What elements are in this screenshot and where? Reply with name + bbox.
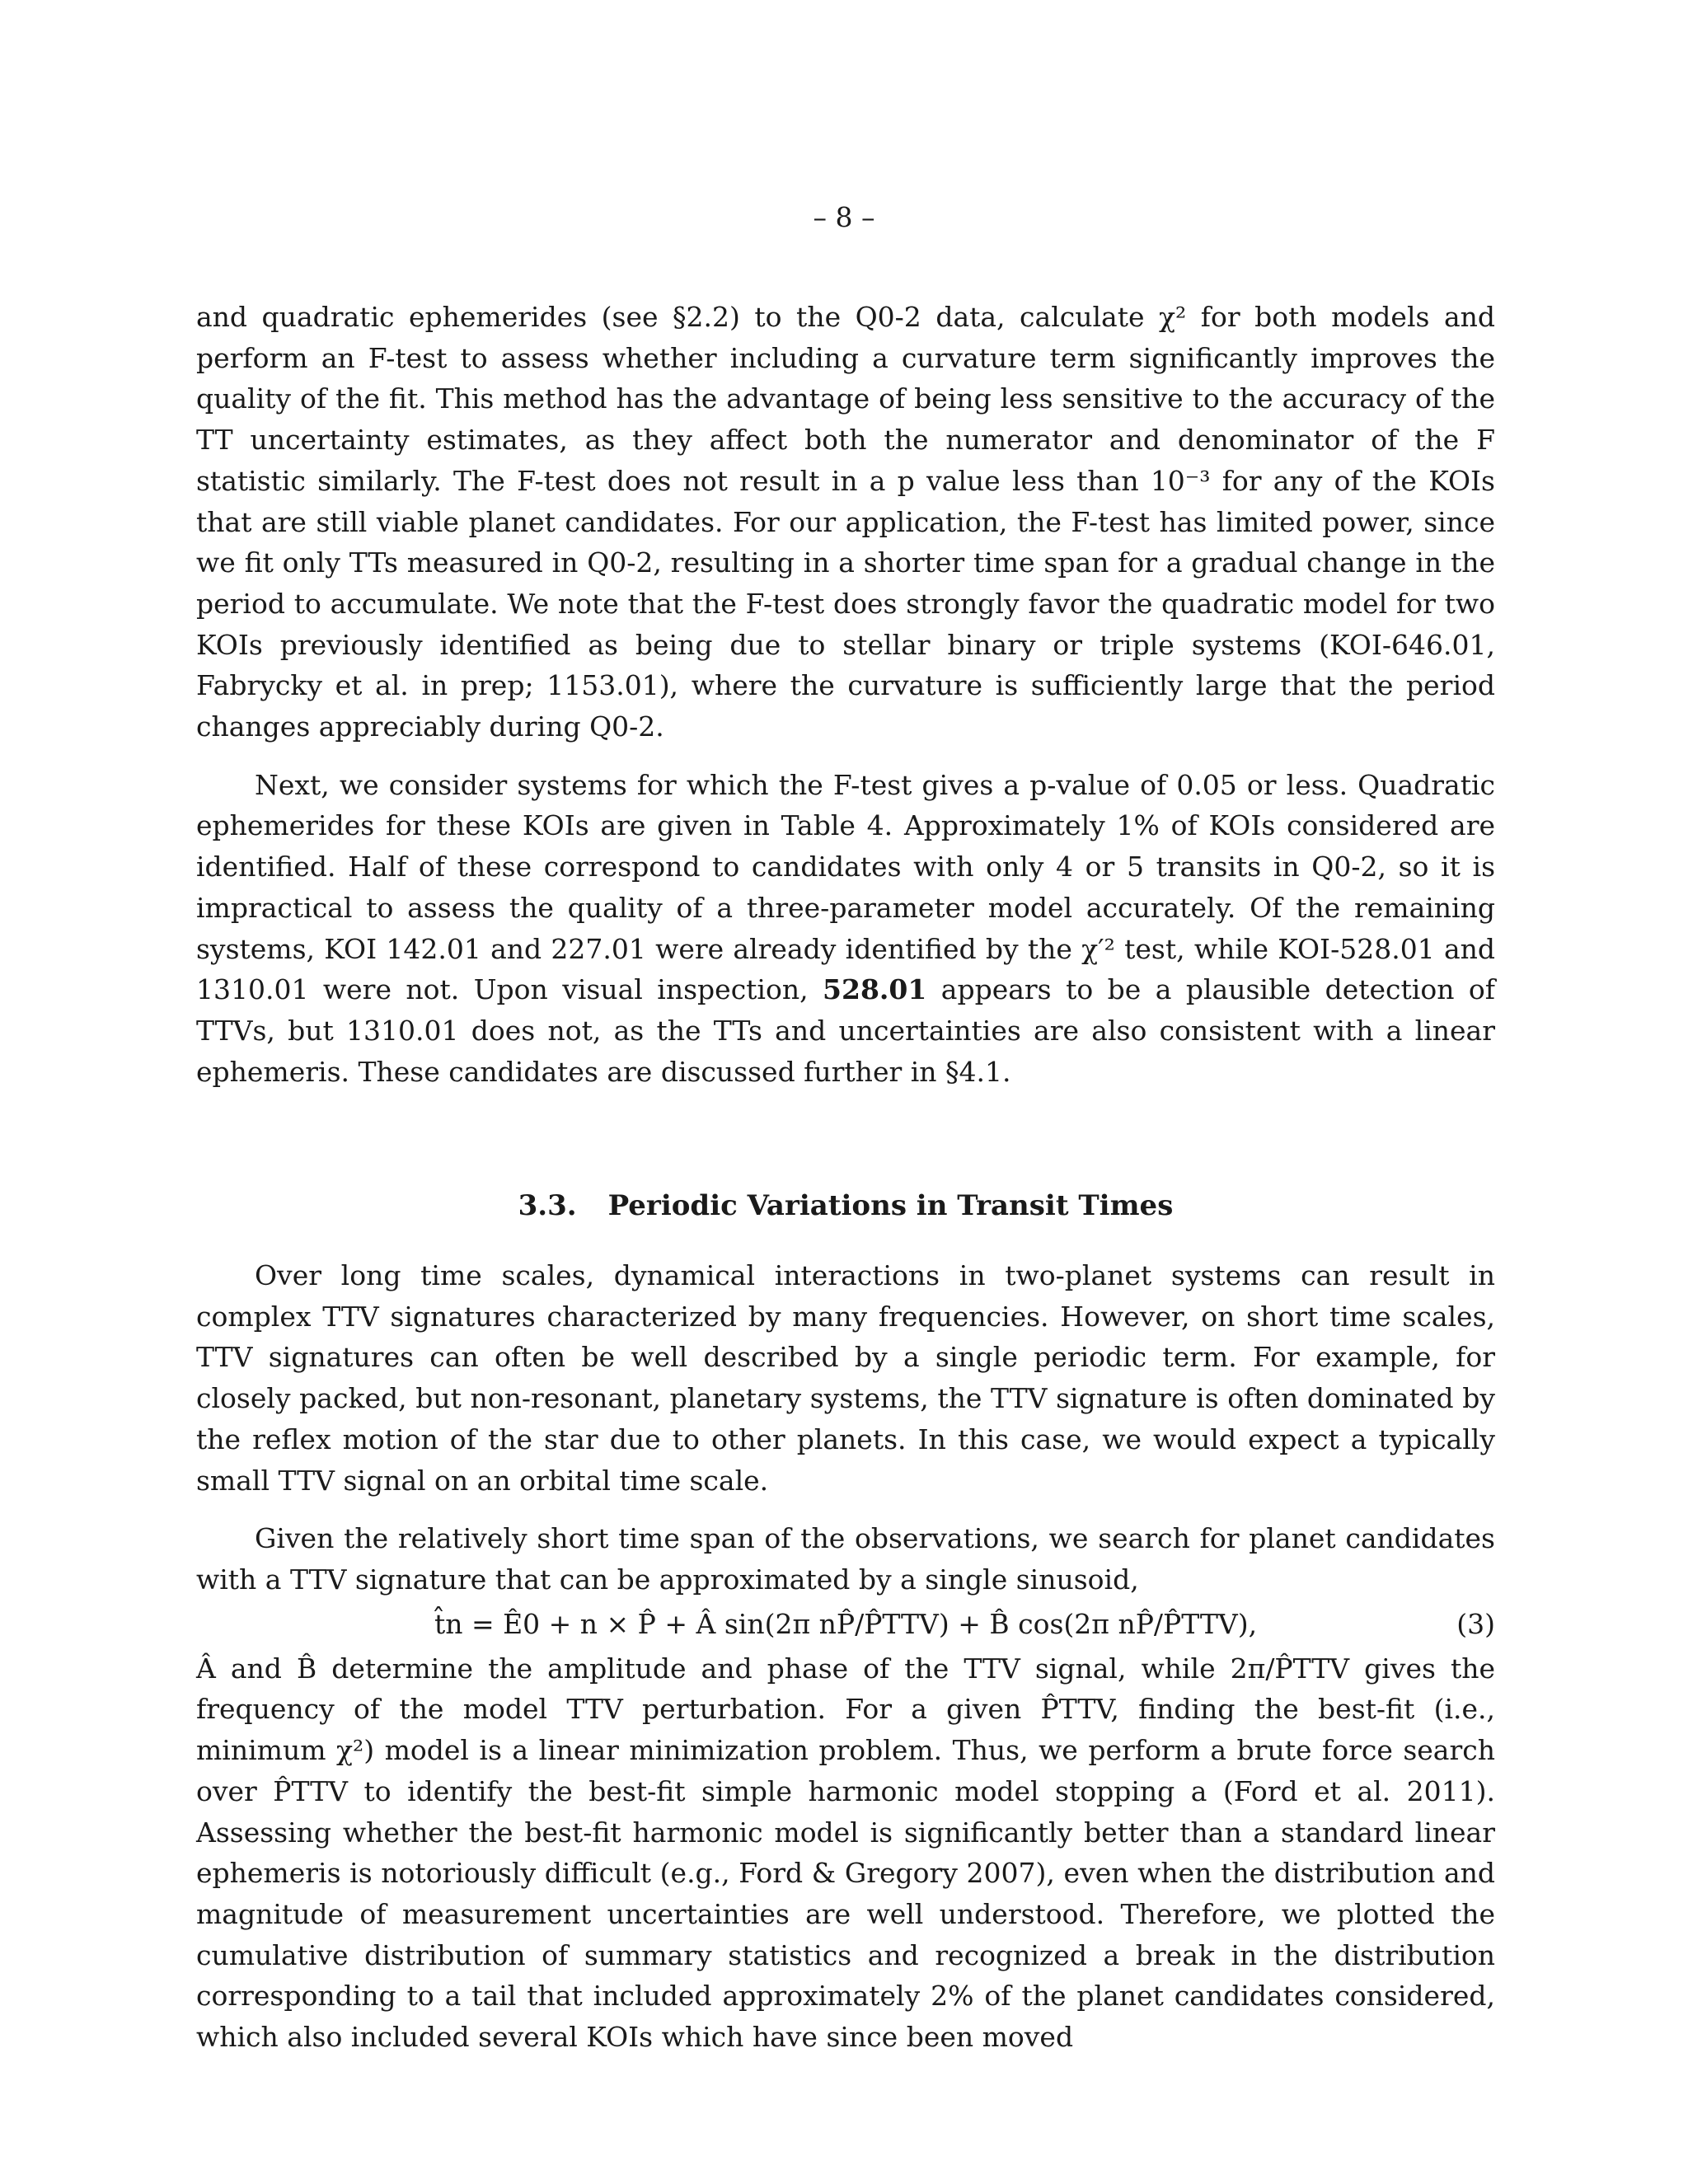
paragraph-quadratic-ephemerides: and quadratic ephemerides (see §2.2) to the Q0-2 data, calculate χ² for both models and perform an F-test to assess whether including a curvature term significantly improves the quality of the fit. This method has the advantage of being less sensitive to the accuracy of the TT uncertainty estimates, as they affect both the numerator and denominator of the F statistic similarly. The F-test does not result in a p value less than 10⁻³ for any of the KOIs that are still viable planet candidates. For our application, the F-test has limited power, since we fit only TTs measured in Q0-2, resulting in a shorter time span for a gradual change in the period to accumulate. We note that the F-test does strongly favor the quadratic model for two KOIs previously identified as being due to stellar binary or triple systems (KOI-646.01, Fabrycky et al. in prep; 1153.01), where the curvature is sufficiently large that the period changes appreciably during Q0-2. [196,301,1495,743]
equation-row [196,1601,1495,1648]
paragraph-harmonic-model: Â and B̂ determine the amplitude and phase of the TTV signal, while 2π/P̂TTV gives the frequency of the model TTV perturbation. For a given P̂TTV, finding the best-fit (i.e., minimum χ²) model is a linear minimization problem. Thus, we perform a brute force search over P̂TTV to identify the best-fit simple harmonic model stopping a (Ford et al. 2011). Assessing whether the best-fit harmonic model is significantly better than a standard linear ephemeris is notoriously difficult (e.g., Ford & Gregory 2007), even when the distribution and magnitude of measurement uncertainties are well understood. Therefore, we plotted the cumulative distribution of summary statistics and recognized a break in the distribution corresponding to a tail that included approximately 2% of the planet candidates considered, which also included several KOIs which have since been moved [196,1652,1495,2054]
paragraph-text: Next, we consider systems for which the F-test gives a p-value of 0.05 or less. Quadratic ephemerides for these KOIs are given in Table 4. Approximately 1% of KOIs considered are identified. Half of these correspond to candidates with only 4 or 5 transits in Q0-2, so it is impractical to assess the quality of a three-parameter model accurately. Of the remaining systems, KOI 142.01 and 227.01 were already identified by the χ′² test, while KOI-528.01 and 1310.01 were not. Upon visual inspection, [196,768,1495,1006]
section-title: Periodic Variations in Transit Times [607,1189,1174,1223]
paragraph-text: appears to be a plausible detection of TTVs, but 1310.01 does not, as the TTs and uncertainties are also consistent with a linear ephemeris. These candidates are discussed further in §4.1. [196,973,1495,1088]
paragraph-sinusoid-search: Given the relatively short time span of the observations, we search for planet candidates with a TTV signature that can be approximated by a single sinusoid, [196,1522,1495,1596]
paragraph-f-test-candidates [196,765,1495,1093]
koi-bold-highlight: 528.01 [823,973,927,1006]
equation-number: (3) [1456,1607,1495,1640]
page-number: – 8 – [813,201,875,233]
paragraph-dynamical-interactions: Over long time scales, dynamical interactions in two-planet systems can result in complex TTV signatures characterized by many frequencies. However, on short time scales, TTV signatures can often be well described by a single periodic term. For example, for closely packed, but non-resonant, planetary systems, the TTV signature is often dominated by the reflex motion of the star due to other planets. In this case, we would expect a typically small TTV signal on an orbital time scale. [196,1259,1495,1497]
paper-body [196,297,1495,2058]
section-number: 3.3. [518,1189,577,1223]
equation-sinusoid: t̂n = Ê0 + n × P̂ + Â sin(2π nP̂/P̂TTV) + B̂ cos(2π nP̂/P̂TTV), [434,1607,1258,1640]
section-heading [196,1186,1495,1227]
